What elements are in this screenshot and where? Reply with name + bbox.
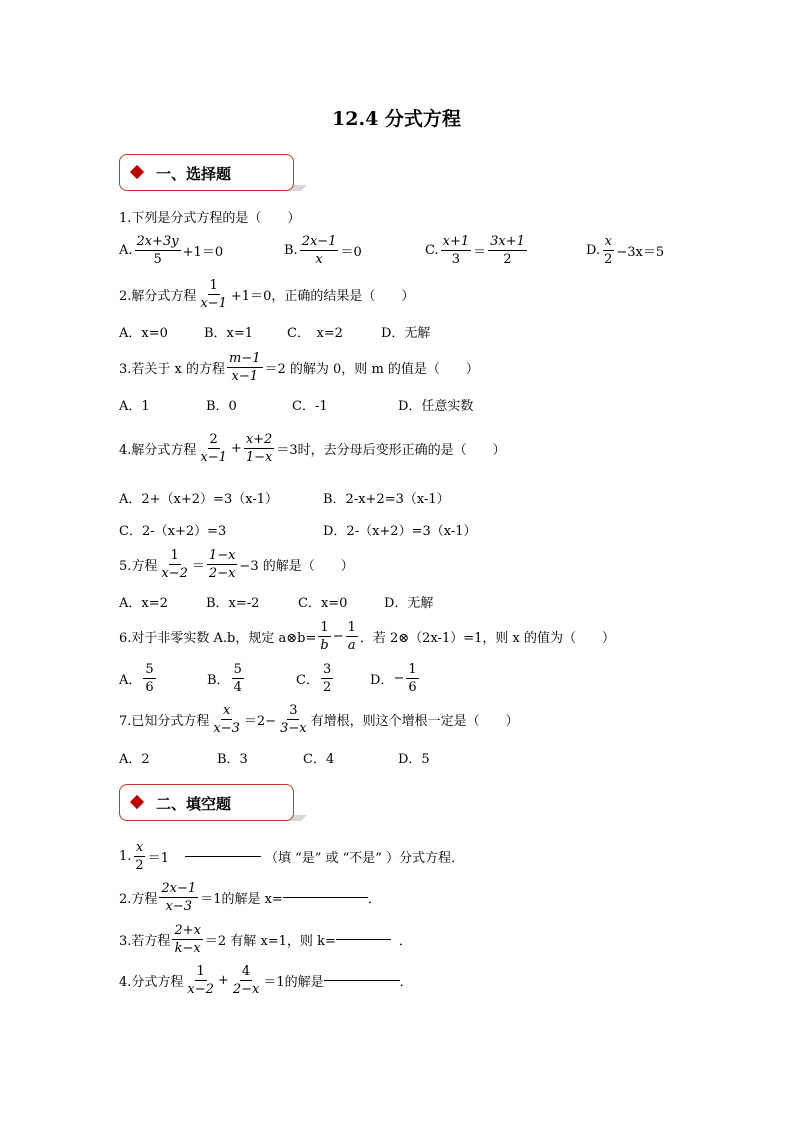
page-title: 12.4 分式方程 bbox=[332, 108, 461, 130]
question-1-option-a: A. $\frac{2x+3y}{5}$ +1＝0 bbox=[119, 233, 224, 267]
question-5-stem: 5.方程 $\frac{1}{x-2}$ ＝ $\frac{1-x}{2-x}$ −3 的解是（ ） bbox=[119, 547, 354, 581]
section-header-choice bbox=[119, 154, 294, 191]
fraction: $\frac{3x+1}{2}$ bbox=[490, 233, 525, 267]
question-3-option-c: C．-1 bbox=[292, 399, 328, 414]
question-5-option-c: C．x=0 bbox=[298, 596, 348, 611]
fraction: $\frac{1}{x-1}$ bbox=[200, 277, 227, 311]
fraction: $\frac{5}{4}$ bbox=[233, 661, 242, 695]
question-3-option-a: A．1 bbox=[119, 399, 150, 414]
fraction: $\frac{1}{x-2}$ bbox=[161, 547, 188, 581]
question-1-option-d: D. $\frac{x}{2}$ −3x＝5 bbox=[586, 233, 665, 267]
question-2-option-b: B．x=1 bbox=[204, 326, 254, 341]
fraction: $\frac{4}{2-x}$ bbox=[232, 963, 260, 997]
answer-blank[interactable] bbox=[324, 980, 400, 981]
fraction: $\frac{x+2}{1-x}$ bbox=[245, 431, 273, 465]
fraction: $\frac{2x-1}{x-3}$ bbox=[161, 880, 197, 914]
question-4-option-a: A．2+（x+2）=3（x-1） bbox=[119, 492, 278, 507]
fraction: $\frac{1-x}{2-x}$ bbox=[208, 547, 236, 581]
fraction: $\frac{x+1}{3}$ bbox=[442, 233, 470, 267]
fraction: $\frac{1}{a}$ bbox=[347, 619, 356, 653]
question-4-option-c: C．2-（x+2）=3 bbox=[119, 524, 227, 539]
diamond-icon bbox=[130, 165, 144, 179]
fraction: $\frac{1}{6}$ bbox=[408, 661, 417, 695]
question-3-stem: 3.若关于 x 的方程 $\frac{m-1}{x-1}$ ＝2 的解为 0，则 m 的值是（ ） bbox=[119, 350, 479, 384]
fraction: $\frac{5}{6}$ bbox=[145, 661, 154, 695]
question-2-stem: 2.解分式方程 $\frac{1}{x-1}$ +1＝0，正确的结果是（ ） bbox=[119, 277, 415, 311]
answer-blank[interactable] bbox=[283, 897, 368, 898]
fraction: $\frac{1}{b}$ bbox=[320, 619, 329, 653]
question-7-option-b: B．3 bbox=[217, 752, 248, 767]
question-4-option-b: B．2-x+2=3（x-1） bbox=[323, 492, 450, 507]
question-5-option-d: D．无解 bbox=[384, 596, 434, 611]
section-label: 一、选择题 bbox=[156, 165, 232, 183]
question-1-option-b: B. $\frac{2x-1}{x}$ ＝0 bbox=[284, 233, 362, 267]
question-4-stem: 4.解分式方程 $\frac{2}{x-1}$ + $\frac{x+2}{1-x}$ ＝3时，去分母后变形正确的是（ ） bbox=[119, 431, 506, 465]
fraction: $\frac{3}{3-x}$ bbox=[280, 702, 307, 736]
question-2-option-c: C． x=2 bbox=[287, 326, 343, 341]
fill-2: 2.方程 $\frac{2x-1}{x-3}$ ＝1的解是 x= ． bbox=[119, 880, 381, 914]
question-7-stem: 7.已知分式方程 $\frac{x}{x-3}$ ＝2− $\frac{3}{3-x}$ 有增根，则这个增根一定是（ ） bbox=[119, 702, 519, 736]
question-4-option-d: D．2-（x+2）=3（x-1） bbox=[323, 524, 477, 539]
fraction: $\frac{2x+3y}{5}$ bbox=[136, 233, 179, 267]
fill-3: 3.若方程 $\frac{2+x}{k-x}$ ＝2 有解 x=1，则 k= ． bbox=[119, 922, 412, 956]
section-label: 二、填空题 bbox=[156, 795, 232, 813]
fraction: $\frac{3}{2}$ bbox=[322, 661, 332, 695]
diamond-icon bbox=[130, 795, 144, 809]
question-1-option-c: C. $\frac{x+1}{3}$ ＝ $\frac{3x+1}{2}$ bbox=[425, 233, 525, 267]
question-7-option-d: D．5 bbox=[398, 752, 430, 767]
question-3-option-b: B．0 bbox=[206, 399, 237, 414]
question-5-option-b: B．x=-2 bbox=[206, 596, 260, 611]
question-2-option-a: A．x=0 bbox=[119, 326, 168, 341]
question-3-option-d: D．任意实数 bbox=[398, 399, 474, 414]
section-header-fill bbox=[119, 784, 294, 821]
answer-blank[interactable] bbox=[336, 939, 391, 940]
question-1-stem: 1.下列是分式方程的是（ ） bbox=[119, 211, 301, 226]
fraction: $\frac{x}{2}$ bbox=[604, 233, 613, 267]
question-7-option-a: A．2 bbox=[119, 752, 150, 767]
question-6-option-a: A． $\frac{5}{6}$ bbox=[119, 661, 154, 695]
fraction: $\frac{2}{x-1}$ bbox=[200, 431, 227, 465]
question-6-option-b: B． $\frac{5}{4}$ bbox=[207, 661, 242, 695]
fill-1: 1. $\frac{x}{2}$ ＝1 （填 “是” 或 “不是” ）分式方程． bbox=[119, 839, 465, 873]
question-5-option-a: A．x=2 bbox=[119, 596, 168, 611]
fraction: $\frac{x}{x-3}$ bbox=[213, 702, 240, 736]
fraction: $\frac{1}{x-2}$ bbox=[187, 963, 214, 997]
answer-blank[interactable] bbox=[185, 856, 261, 857]
fraction: $\frac{x}{2}$ bbox=[135, 839, 144, 873]
question-6-option-c: C． $\frac{3}{2}$ bbox=[296, 661, 332, 695]
fraction: $\frac{m-1}{x-1}$ bbox=[229, 350, 261, 384]
question-6-stem: 6.对于非零实数 A.b，规定 a⊗b= $\frac{1}{b}$ − $\frac{1}{a}$ ．若 2⊗（2x-1）=1，则 x 的值为（ ） bbox=[119, 619, 615, 653]
question-6-option-d: D． − $\frac{1}{6}$ bbox=[370, 661, 417, 695]
question-7-option-c: C．4 bbox=[303, 752, 335, 767]
fill-4: 4.分式方程 $\frac{1}{x-2}$ + $\frac{4}{2-x}$ ＝1的解是 ． bbox=[119, 963, 413, 997]
fraction: $\frac{2x-1}{x}$ bbox=[301, 233, 337, 267]
question-2-option-d: D．无解 bbox=[381, 326, 431, 341]
fraction: $\frac{2+x}{k-x}$ bbox=[174, 922, 201, 956]
